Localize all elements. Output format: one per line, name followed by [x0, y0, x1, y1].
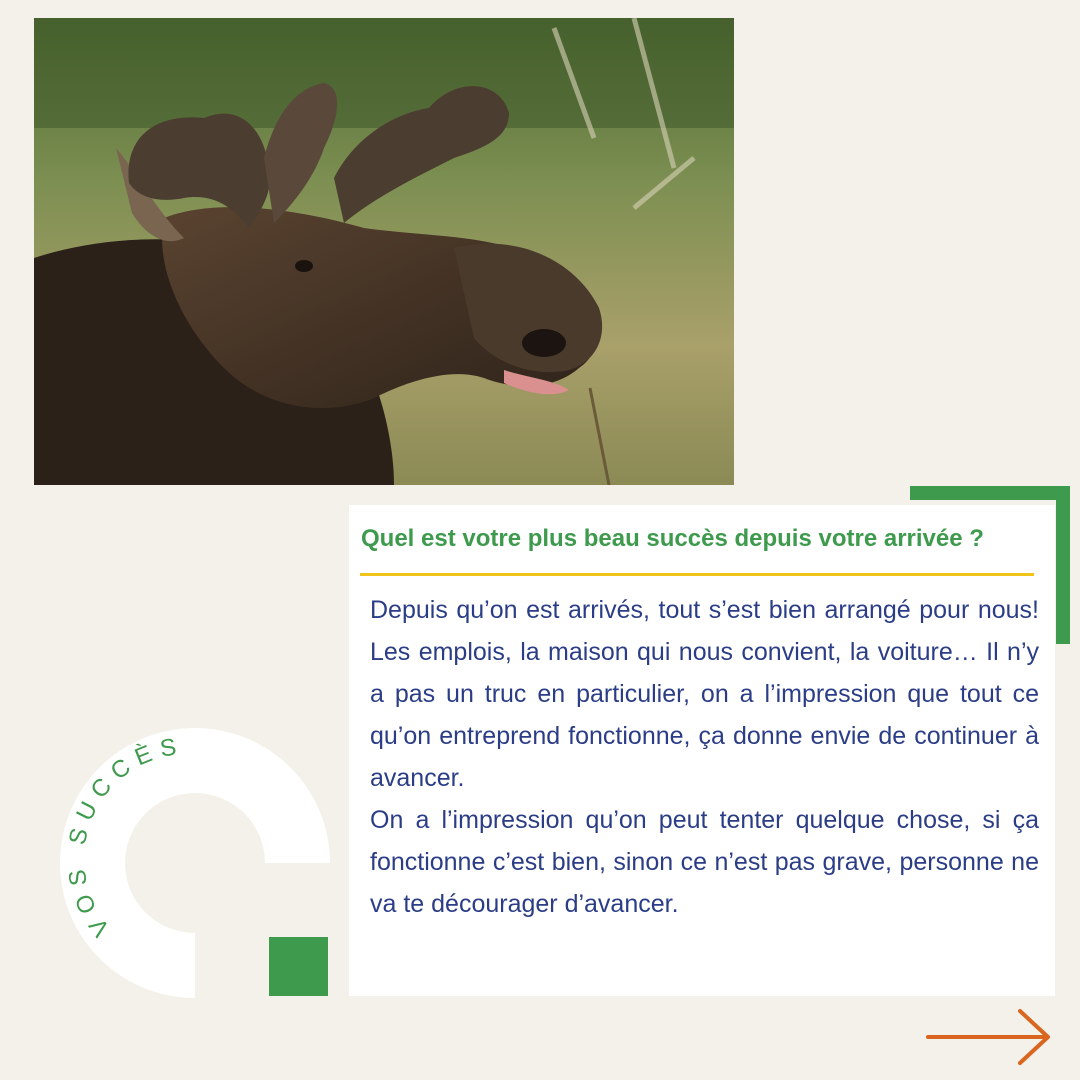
answer-text: [370, 589, 1039, 925]
testimonial-card: [349, 505, 1055, 996]
badge-label: VOS SUCCÈS: [62, 732, 186, 942]
question-title: Quel est votre plus beau succès depuis votre arrivée ?: [361, 525, 984, 552]
decorative-square: [269, 937, 328, 996]
next-arrow-icon[interactable]: [926, 1008, 1054, 1068]
title-divider: [360, 573, 1034, 576]
answer-paragraph: On a l’impression qu’on peut tenter quelque chose, si ça fonctionne c’est bien, sinon ce n’est pas grave, personne ne va te décourager d’avancer.: [370, 806, 1039, 918]
moose-photo: [34, 18, 734, 485]
moose-illustration: [34, 18, 734, 485]
answer-paragraph: Depuis qu’on est arrivés, tout s’est bien arrangé pour nous! Les emplois, la maison qui nous convient, la voiture… Il n’y a pas un truc en particulier, on a l’impression que tout ce qu’on entreprend fonctionne, ça donne envie de continuer à avancer.: [370, 596, 1039, 792]
